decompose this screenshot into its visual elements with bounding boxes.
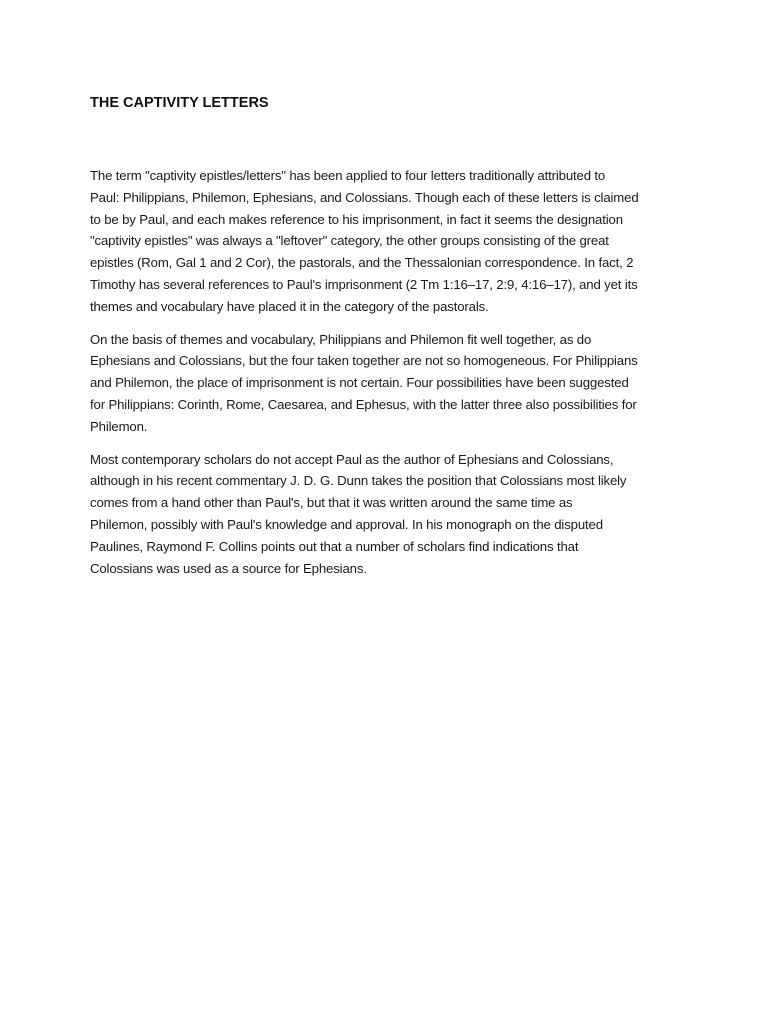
paragraph-line: Colossians was used as a source for Ephesians. <box>90 560 367 576</box>
paragraph-line: Most contemporary scholars do not accept Paul as the author of Ephesians and Colossians, <box>90 451 614 467</box>
paragraph-line: Philemon. <box>90 418 148 434</box>
paragraph-3 <box>90 449 682 580</box>
paragraph-line: Paulines, Raymond F. Collins points out that a number of scholars find indications that <box>90 538 579 554</box>
paragraph-line: themes and vocabulary have placed it in the category of the pastorals. <box>90 298 489 314</box>
paragraph-line: "captivity epistles" was always a "leftover" category, the other groups consisting of the great <box>90 233 609 249</box>
paragraph-line: On the basis of themes and vocabulary, Philippians and Philemon fit well together, as do <box>90 331 592 347</box>
paragraph-line: The term "captivity epistles/letters" has been applied to four letters traditionally attributed to <box>90 168 606 183</box>
paragraph-line: Paul: Philippians, Philemon, Ephesians, and Colossians. Though each of these letters is claimed <box>90 189 639 205</box>
paragraph-1 <box>90 165 682 318</box>
document-title: THE CAPTIVITY LETTERS <box>90 95 269 111</box>
paragraph-line: Ephesians and Colossians, but the four taken together are not so homogeneous. For Philippians <box>90 353 638 369</box>
paragraph-line: Philemon, possibly with Paul's knowledge and approval. In his monograph on the disputed <box>90 516 603 532</box>
paragraph-line: to be by Paul, and each makes reference to his imprisonment, in fact it seems the designation <box>90 211 623 227</box>
paragraph-line: epistles (Rom, Gal 1 and 2 Cor), the pastorals, and the Thessalonian correspondence. In fact, 2 <box>90 255 634 271</box>
document-body <box>90 165 682 590</box>
paragraph-2 <box>90 329 682 438</box>
paragraph-line: Timothy has several references to Paul's imprisonment (2 Tm 1:16–17, 2:9, 4:16–17), and yet its <box>90 276 638 292</box>
paragraph-line: comes from a hand other than Paul's, but that it was written around the same time as <box>90 495 573 511</box>
paragraph-line: for Philippians: Corinth, Rome, Caesarea, and Ephesus, with the latter three also possibilities for <box>90 396 637 412</box>
paragraph-line: although in his recent commentary J. D. G. Dunn takes the position that Colossians most likely <box>90 473 627 489</box>
paragraph-line: and Philemon, the place of imprisonment is not certain. Four possibilities have been suggested <box>90 375 629 391</box>
